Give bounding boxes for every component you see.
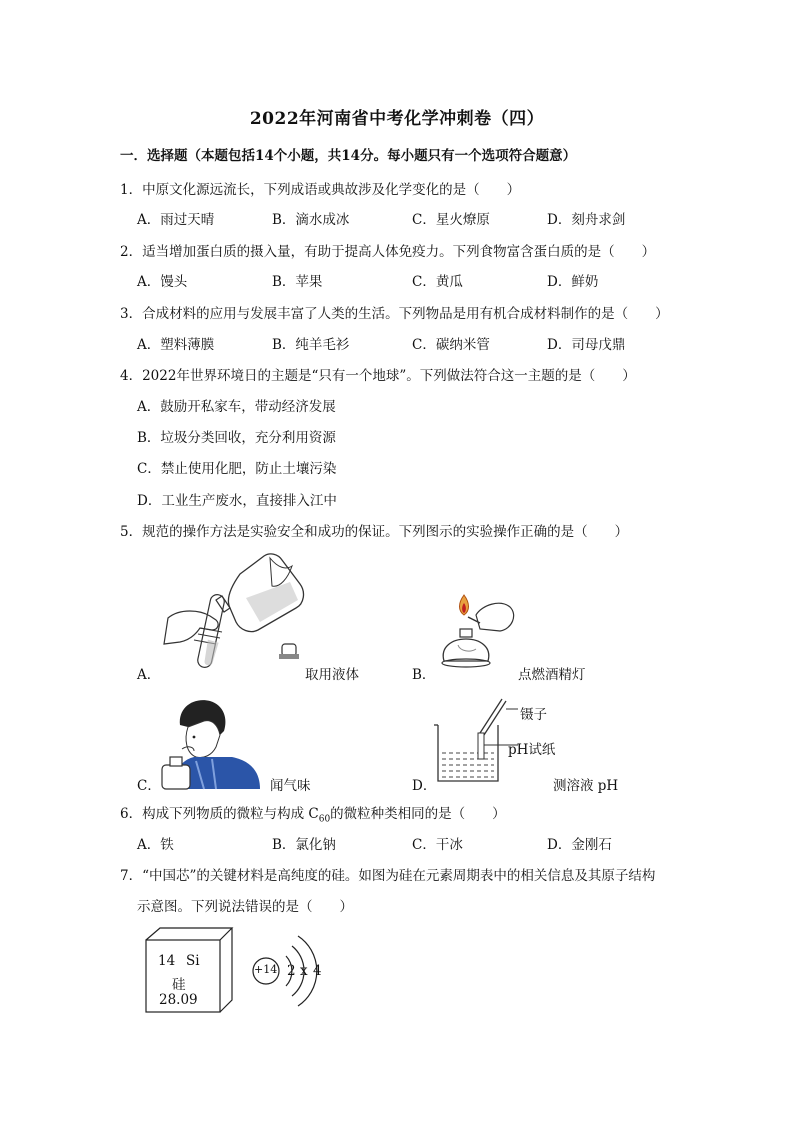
alcohol-lamp-illustration (430, 585, 530, 675)
q5-caption-a: 取用液体 (305, 667, 359, 683)
q4-option-b[interactable]: B．垃圾分类回收，充分利用资源 (137, 430, 336, 446)
atomic-mass: 28.09 (159, 992, 198, 1008)
q2-option-d[interactable]: D．鲜奶 (547, 274, 599, 290)
q2-option-c[interactable]: C．黄瓜 (412, 274, 463, 290)
element-symbol: Si (186, 953, 200, 969)
smelling-gas-illustration (160, 695, 270, 790)
shell-2-electrons: x (300, 963, 308, 979)
q1-option-b[interactable]: B．滴水成冰 (272, 212, 350, 228)
atomic-number: 14 (158, 953, 176, 969)
question-2-stem: 2．适当增加蛋白质的摄入量，有助于提高人体免疫力。下列食物富含蛋白质的是（ ） (120, 244, 656, 260)
ph-paper-label: pH试纸 (508, 742, 556, 758)
question-1-stem: 1．中原文化源远流长，下列成语或典故涉及化学变化的是（ ） (120, 182, 521, 198)
section-heading: 一．选择题（本题包括14个小题，共14分。每小题只有一个选项符合题意） (120, 148, 577, 164)
q6-option-b[interactable]: B．氯化钠 (272, 837, 336, 853)
question-7-stem-line2: 示意图。下列说法错误的是（ ） (137, 899, 353, 915)
shell-1-electrons: 2 (287, 963, 296, 979)
element-name: 硅 (172, 977, 186, 993)
question-6-stem: 6．构成下列物质的微粒与构成 $C_{60}$的微粒种类相同的是（ ） (120, 806, 506, 825)
q3-option-d[interactable]: D．司母戊鼎 (547, 337, 626, 353)
q2-option-a[interactable]: A．馒头 (137, 274, 188, 290)
question-5-stem: 5．规范的操作方法是实验安全和成功的保证。下列图示的实验操作正确的是（ ） (120, 524, 629, 540)
q5-caption-b: 点燃酒精灯 (518, 667, 586, 683)
q3-option-a[interactable]: A．塑料薄膜 (137, 337, 215, 353)
q5-option-d[interactable]: D． (412, 778, 437, 794)
q1-option-d[interactable]: D．刻舟求剑 (547, 212, 626, 228)
question-4-stem: 4．2022年世界环境日的主题是“只有一个地球”。下列做法符合这一主题的是（ ） (120, 368, 636, 384)
shell-3-electrons: 4 (313, 963, 322, 979)
q4-option-c[interactable]: C．禁止使用化肥，防止土壤污染 (137, 461, 337, 477)
q5-option-c[interactable]: C． (137, 778, 161, 794)
q5-option-a[interactable]: A． (137, 667, 161, 683)
q3-option-b[interactable]: B．纯羊毛衫 (272, 337, 350, 353)
q1-option-c[interactable]: C．星火燎原 (412, 212, 490, 228)
q2-option-b[interactable]: B．苹果 (272, 274, 323, 290)
q6-option-c[interactable]: C．干冰 (412, 837, 463, 853)
q5-caption-c: 闻气味 (270, 778, 311, 794)
q5-caption-d: 测溶液 pH (553, 778, 619, 794)
q4-option-a[interactable]: A．鼓励开私家车，带动经济发展 (137, 399, 336, 415)
ph-test-illustration (430, 695, 520, 785)
tweezers-label: 镊子 (520, 707, 547, 723)
pouring-liquid-illustration (160, 548, 320, 673)
question-3-stem: 3．合成材料的应用与发展丰富了人类的生活。下列物品是用有机合成材料制作的是（ ） (120, 306, 669, 322)
nucleus-charge: +14 (254, 963, 278, 976)
question-7-stem-line1: 7．“中国芯”的关键材料是高纯度的硅。如图为硅在元素周期表中的相关信息及其原子结构 (120, 868, 656, 884)
q5-option-b[interactable]: B． (412, 667, 436, 683)
q6-option-d[interactable]: D．金刚石 (547, 837, 612, 853)
q6-option-a[interactable]: A．铁 (137, 837, 174, 853)
q1-option-a[interactable]: A．雨过天晴 (137, 212, 215, 228)
q3-option-c[interactable]: C．碳纳米管 (412, 337, 490, 353)
exam-title: 2022年河南省中考化学冲刺卷（四） (249, 109, 545, 129)
q4-option-d[interactable]: D．工业生产废水，直接排入江中 (137, 493, 337, 509)
